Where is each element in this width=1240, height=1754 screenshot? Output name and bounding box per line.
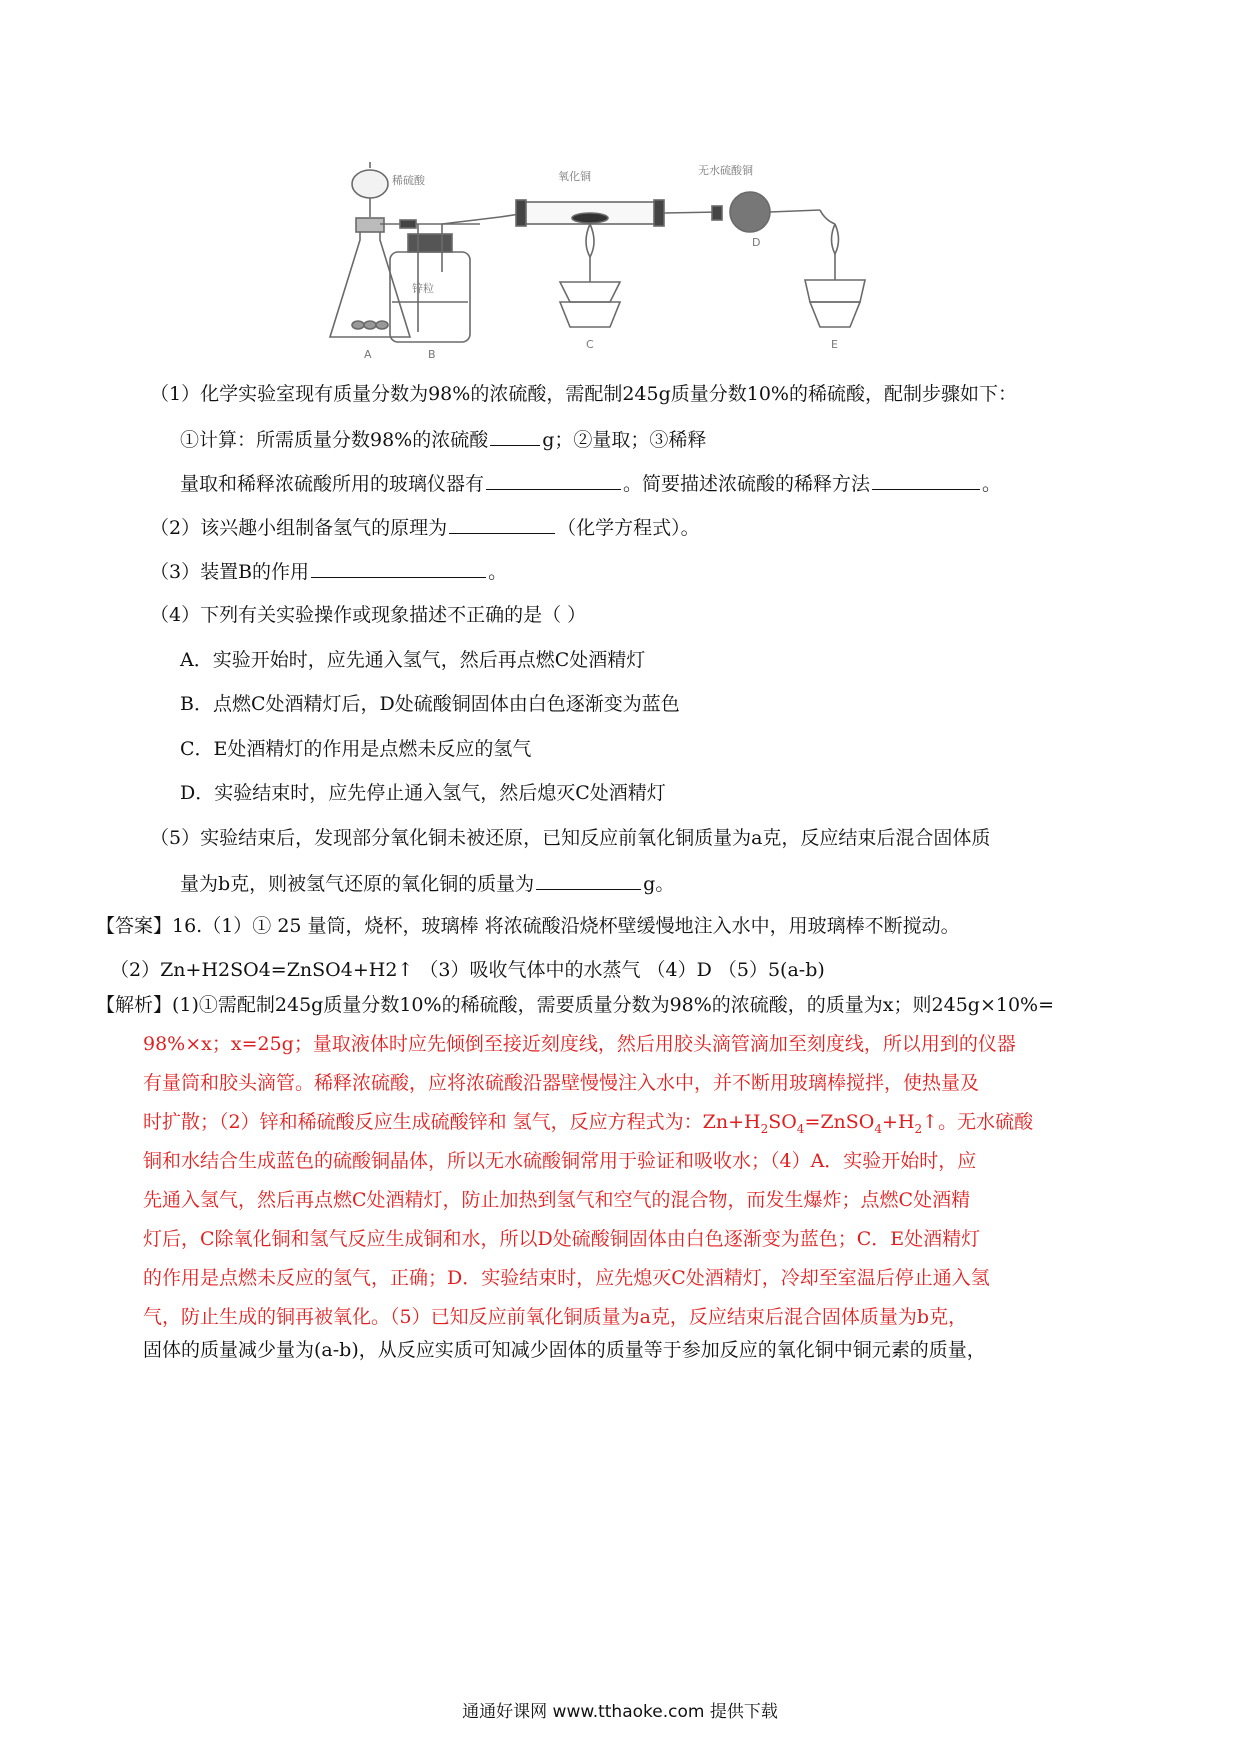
- question-3: [150, 559, 507, 584]
- q2-post: （化学方程式）。: [557, 517, 700, 539]
- apparatus-c: [500, 200, 664, 327]
- q3-blank-function[interactable]: [311, 559, 486, 578]
- analysis-line-4-pre: 时扩散；（2）锌和稀硫酸反应生成硫酸锌和 氢气，反应方程式为：Zn+H: [143, 1111, 761, 1133]
- analysis-line-10: 固体的质量减少量为(a-b)，从反应实质可知减少固体的质量等于参加反应的氧化铜中铜元素的质量，: [143, 1339, 986, 1361]
- analysis-line-4-m3: +H: [882, 1111, 915, 1133]
- label-copper-oxide: 氧化铜: [558, 170, 591, 183]
- analysis-line-7: 灯后，C除氧化铜和氢气反应生成铜和水，所以D处硫酸铜固体由白色逐渐变为蓝色；C．E处酒精灯: [143, 1228, 981, 1250]
- question-2: [150, 515, 700, 540]
- sub-2: 4: [796, 1121, 805, 1136]
- analysis-line-4: [143, 1110, 1033, 1141]
- q1-blank-glassware[interactable]: [486, 471, 621, 490]
- answer-line-1: 【答案】16.（1）① 25 量筒，烧杯，玻璃棒 将浓硫酸沿烧杯壁缓慢地注入水中，用玻璃棒不断搅动。: [96, 915, 960, 937]
- question-1-intro: （1）化学实验室现有质量分数为98%的浓硫酸，需配制245g质量分数10%的稀硫酸，配制步骤如下：: [150, 383, 1017, 405]
- label-funnel-acid: 稀硫酸: [392, 174, 425, 187]
- q1-blank-mass[interactable]: [490, 427, 540, 446]
- answer-line-2: （2）Zn+H2SO4=ZnSO4+H2↑ （3）吸收气体中的水蒸气 （4）D （5）5(a-b): [110, 959, 825, 981]
- q1-glass-pre: 量取和稀释浓硫酸所用的玻璃仪器有: [180, 473, 485, 495]
- label-zinc: 锌粒: [412, 282, 434, 295]
- footer: 通通好课网 www.tthaoke.com 提供下载: [462, 1702, 778, 1722]
- label-a: A: [364, 348, 372, 361]
- q1-steps-post: g；②量取；③稀释: [542, 429, 707, 451]
- question-4-option-d: D．实验结束时，应先停止通入氢气，然后熄灭C处酒精灯: [180, 782, 666, 804]
- question-5-line-2: [180, 871, 674, 896]
- apparatus-diagram: [320, 162, 960, 402]
- question-4-option-a: A．实验开始时，应先通入氢气，然后再点燃C处酒精灯: [180, 649, 646, 671]
- analysis-line-5: 铜和水结合生成蓝色的硫酸铜晶体，所以无水硫酸铜常用于验证和吸收水；（4）A．实验开始时，应: [143, 1150, 977, 1172]
- q5-pre: 量为b克，则被氢气还原的氧化铜的质量为: [180, 873, 535, 895]
- analysis-line-3: 有量筒和胶头滴管。稀释浓硫酸，应将浓硫酸沿器壁慢慢注入水中，并不断用玻璃棒搅拌，使热量及: [143, 1072, 980, 1094]
- q1-steps-pre: ①计算：所需质量分数98%的浓硫酸: [180, 429, 489, 451]
- analysis-line-4-post: ↑。无水硫酸: [922, 1111, 1034, 1133]
- question-1-glassware: [180, 471, 1001, 496]
- question-4: （4）下列有关实验操作或现象描述不正确的是（ ）: [150, 604, 587, 626]
- question-4-option-b: B．点燃C处酒精灯后，D处硫酸铜固体由白色逐渐变为蓝色: [180, 693, 680, 715]
- apparatus-e: [805, 210, 865, 327]
- apparatus-d: [664, 192, 820, 232]
- question-5-line-1: （5）实验结束后，发现部分氧化铜未被还原，已知反应前氧化铜质量为a克，反应结束后混合固体质: [150, 827, 991, 849]
- analysis-line-4-m2: =ZnSO: [804, 1111, 875, 1133]
- label-anhydrous-cuso4: 无水硫酸铜: [698, 164, 753, 177]
- q5-blank-mass[interactable]: [536, 871, 641, 890]
- q2-blank-equation[interactable]: [449, 515, 555, 534]
- analysis-line-1: 【解析】(1)①需配制245g质量分数10%的稀硫酸，需要质量分数为98%的浓硫酸，的质量为x；则245g×10%=: [96, 994, 1055, 1016]
- analysis-line-6: 先通入氢气，然后再点燃C处酒精灯，防止加热到氢气和空气的混合物，而发生爆炸；点燃C处酒精: [143, 1189, 971, 1211]
- label-d: D: [752, 236, 761, 249]
- q1-glass-mid: 。简要描述浓硫酸的稀释方法: [623, 473, 871, 495]
- q3-post: 。: [488, 561, 508, 583]
- q1-glass-end: 。: [982, 473, 1002, 495]
- label-c: C: [586, 338, 594, 351]
- analysis-line-9: 气，防止生成的铜再被氧化。（5）已知反应前氧化铜质量为a克，反应结束后混合固体质量为b克，: [143, 1306, 968, 1328]
- analysis-line-8: 的作用是点燃未反应的氢气，正确；D．实验结束时，应先熄灭C处酒精灯，冷却至室温后停止通入氢: [143, 1267, 990, 1289]
- sub-1: 2: [760, 1121, 769, 1136]
- question-1-steps: [180, 427, 706, 452]
- sub-3: 4: [874, 1121, 883, 1136]
- label-b: B: [428, 348, 436, 361]
- label-e: E: [831, 338, 838, 351]
- q3-pre: （3）装置B的作用: [150, 561, 310, 583]
- sub-4: 2: [914, 1121, 923, 1136]
- analysis-line-2: 98%×x；x=25g；量取液体时应先倾倒至接近刻度线，然后用胶头滴管滴加至刻度线，所以用到的仪器: [143, 1033, 1016, 1055]
- question-4-option-c: C．E处酒精灯的作用是点燃未反应的氢气: [180, 738, 532, 760]
- q1-blank-dilution[interactable]: [872, 471, 980, 490]
- q5-post: g。: [643, 873, 675, 895]
- q2-pre: （2）该兴趣小组制备氢气的原理为: [150, 517, 448, 539]
- analysis-line-4-m1: SO: [768, 1111, 797, 1133]
